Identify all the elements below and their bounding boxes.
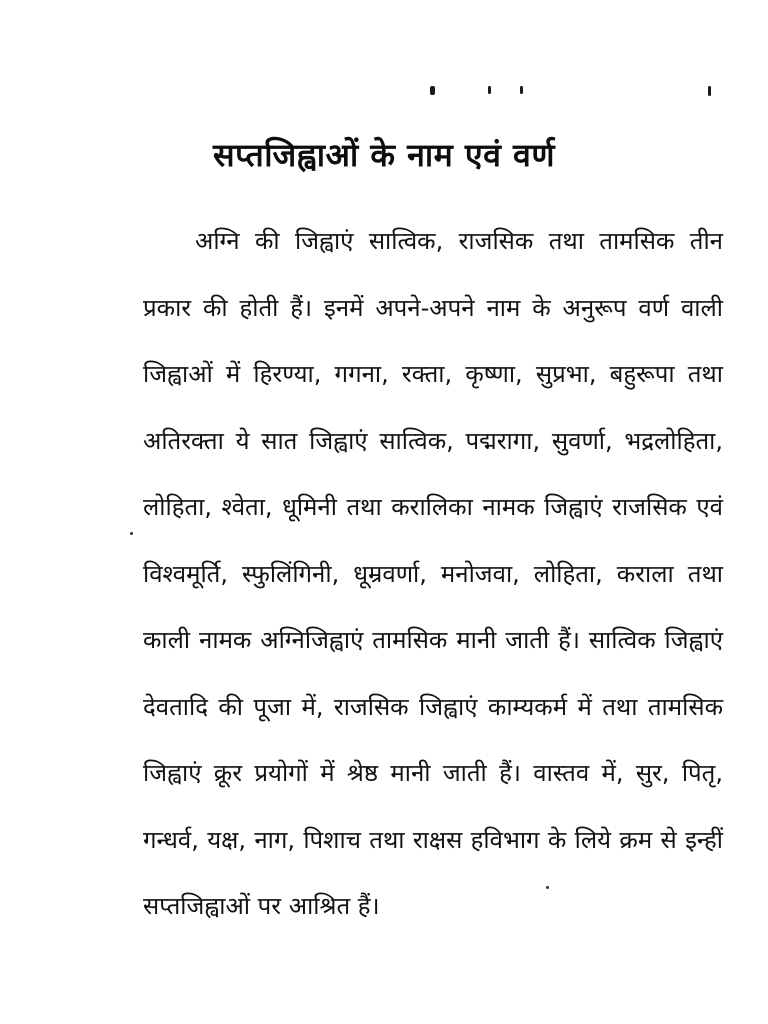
page-title: सप्तजिह्वाओं के नाम एवं वर्ण [213,136,555,174]
scan-speck [130,532,133,535]
scan-speck [546,886,549,889]
body-paragraph: अग्नि की जिह्वाएं सात्विक, राजसिक तथा तामसिक तीन प्रकार की होती हैं। इनमें अपने-अपने नाम के अनुरूप वर्ण वाली जिह्वाओं में हिरण्या, गगना, रक्ता, कृष्णा, सुप्रभा, बहुरूपा तथा अतिरक्ता ये सात जिह्वाएं सात्विक, पद्मरागा, सुवर्णा, भद्रलोहिता, लोहिता, श्वेता, धूमिनी तथा करालिका नामक जिह्वाएं राजसिक एवं विश्वमूर्ति, स्फुलिंगिनी, धूम्रवर्णा, मनोजवा, लोहिता, कराला तथा काली नामक अग्निजिह्वाएं तामसिक मानी जाती हैं। सात्विक जिह्वाएं देवतादि की पूजा में, राजसिक जिह्वाएं काम्यकर्म में तथा तामसिक जिह्वाएं क्रूर प्रयोगों में श्रेष्ठ मानी जाती हैं। वास्तव में, सुर, पितृ, गन्धर्व, यक्ष, नाग, पिशाच तथा राक्षस हविभाग के लिये क्रम से इन्हीं सप्तजिह्वाओं पर आश्रित हैं। [143,227,723,920]
cut-off-previous-line [420,80,720,102]
